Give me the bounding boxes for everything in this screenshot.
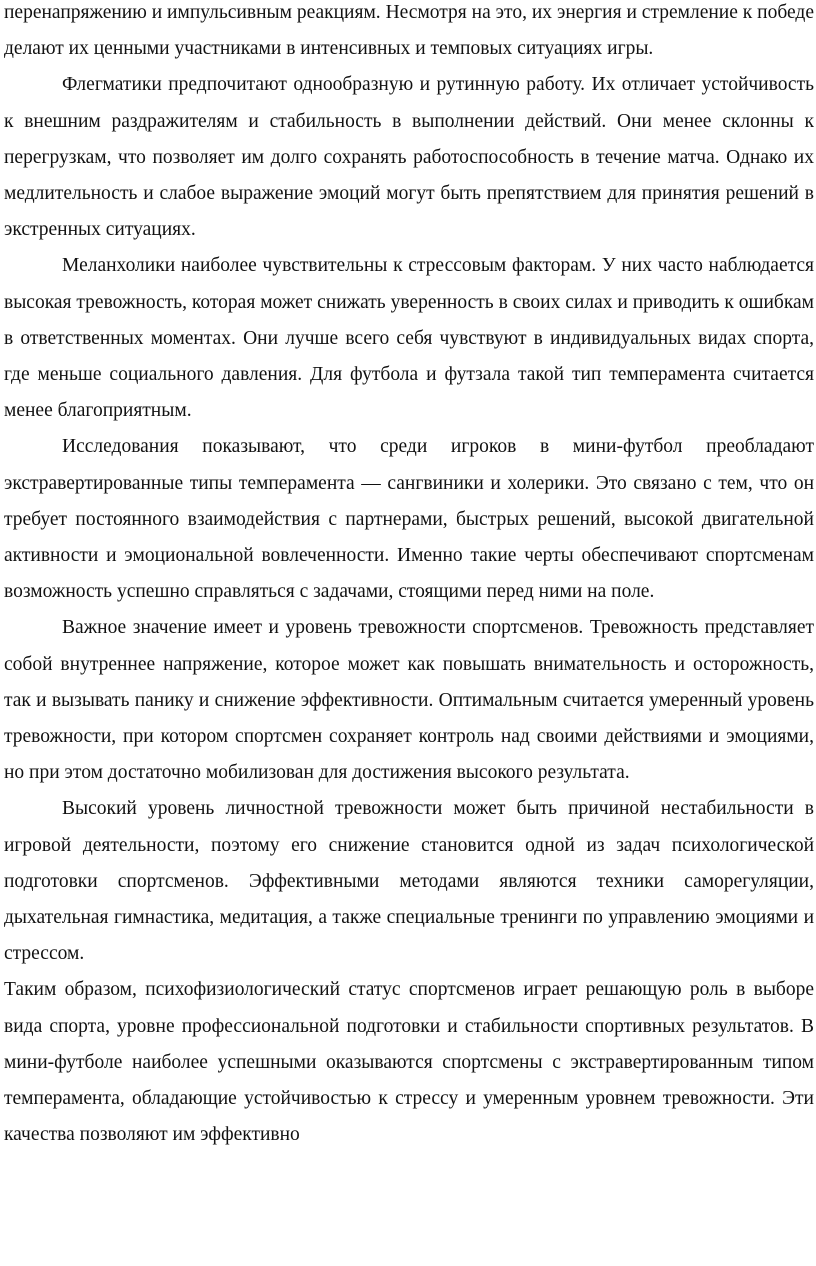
- paragraph-phlegmatics: Флегматики предпочитают однообразную и рутинную работу. Их отличает устойчивость к внешним раздражителям и стабильность в выполнении действий. Они менее склонны к перегрузкам, что позволяет им долго сохранять работоспособность в течение матча. Однако их медлительность и слабое выражение эмоций могут быть препятствием для принятия решений в экстренных ситуациях.: [4, 74, 814, 241]
- paragraph-anxiety: Важное значение имеет и уровень тревожности спортсменов. Тревожность представляет собой внутреннее напряжение, которое может как повышать внимательность и осторожность, так и вызывать панику и снижение эффективности. Оптимальным считается умеренный уровень тревожности, при котором спортсмен сохраняет контроль над своими действиями и эмоциями, но при этом достаточно мобилизован для достижения высокого результата.: [4, 617, 814, 784]
- paragraph-high-anxiety: Высокий уровень личностной тревожности может быть причиной нестабильности в игровой деятельности, поэтому его снижение становится одной из задач психологической подготовки спортсменов. Эффективными методами являются техники саморегуляции, дыхательная гимнастика, медитация, а также специальные тренинги по управлению эмоциями и стрессом.: [4, 798, 814, 965]
- paragraph-continuation: перенапряжению и импульсивным реакциям. Несмотря на это, их энергия и стремление к победе делают их ценными участниками в интенсивных и темповых ситуациях игры.: [4, 2, 814, 60]
- paragraph-conclusion: Таким образом, психофизиологический статус спортсменов играет решающую роль в выборе вида спорта, уровне профессиональной подготовки и стабильности спортивных результатов. В мини-футболе наиболее успешными оказываются спортсмены с экстравертированным типом темперамента, обладающие устойчивостью к стрессу и умеренным уровнем тревожности. Эти качества позволяют им эффективно: [4, 979, 814, 1146]
- paragraph-research: Исследования показывают, что среди игроков в мини-футбол преобладают экстравертированные типы темперамента — сангвиники и холерики. Это связано с тем, что он требует постоянного взаимодействия с партнерами, быстрых решений, высокой двигательной активности и эмоциональной вовлеченности. Именно такие черты обеспечивают спортсменам возможность успешно справляться с задачами, стоящими перед ними на поле.: [4, 436, 814, 603]
- paragraph-melancholics: Меланхолики наиболее чувствительны к стрессовым факторам. У них часто наблюдается высокая тревожность, которая может снижать уверенность в своих силах и приводить к ошибкам в ответственных моментах. Они лучше всего себя чувствуют в индивидуальных видах спорта, где меньше социального давления. Для футбола и футзала такой тип темперамента считается менее благоприятным.: [4, 255, 814, 422]
